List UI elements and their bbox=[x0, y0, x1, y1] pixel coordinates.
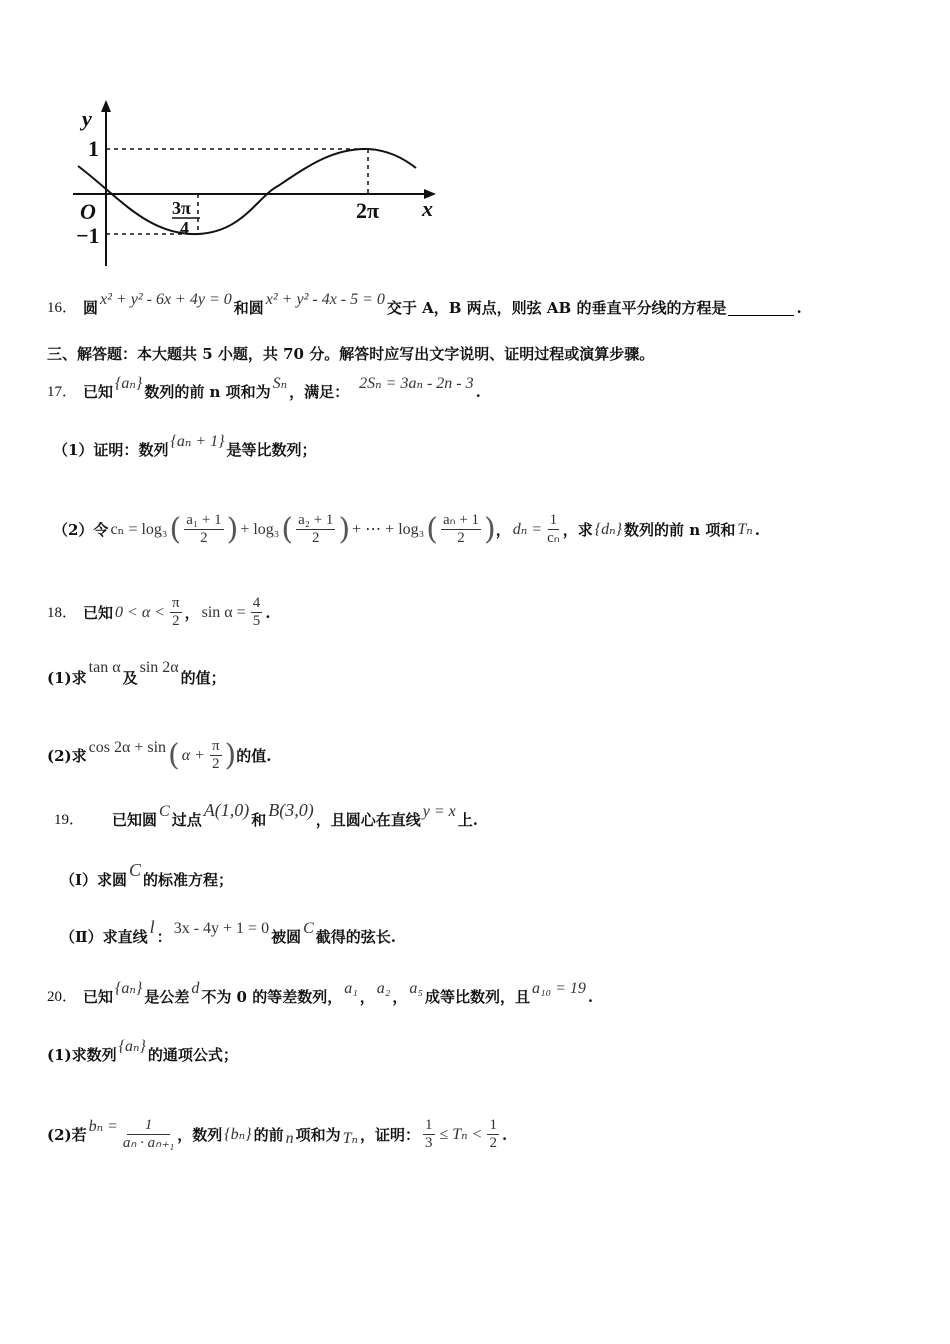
q17-eq: 2Sₙ = 3aₙ - 2n - 3 bbox=[359, 375, 474, 392]
q19-text5: 上. bbox=[457, 811, 478, 829]
x-tick-2pi: 2π bbox=[356, 198, 380, 223]
q20-a5: a₅ bbox=[409, 980, 423, 997]
q18-p1-e1: tan α bbox=[88, 659, 121, 676]
q18-p2-label: (2)求 bbox=[47, 746, 87, 765]
q19-p2-label: （Ⅱ）求直线 bbox=[60, 928, 148, 946]
q19-p2-text2: 截得的弦长. bbox=[315, 928, 396, 946]
frac4-den: cₙ bbox=[547, 530, 560, 546]
frac1-den: 2 bbox=[200, 530, 208, 546]
q18-p2-text: 的值. bbox=[236, 746, 272, 765]
q18-p1-text2: 的值； bbox=[180, 669, 226, 687]
q16-text3: 交于 A，B 两点，则弦 AB 的垂直平分线的方程是 bbox=[386, 299, 727, 317]
q20-text2: 是公差 bbox=[144, 988, 190, 1006]
q19-text4: ，且圆心在直线 bbox=[315, 811, 421, 829]
q17-p2-label: （2）令 bbox=[53, 520, 109, 539]
q16-number: 16． bbox=[47, 300, 78, 316]
sine-graph bbox=[68, 96, 448, 271]
x-tick-3pi-den: 4 bbox=[180, 218, 189, 238]
q20-c2: ， bbox=[392, 988, 408, 1006]
question-20 bbox=[47, 980, 594, 1007]
q18-p1-label: (1)求 bbox=[47, 669, 87, 687]
q19-p2-eq: 3x - 4y + 1 = 0 bbox=[173, 920, 270, 937]
section-3-title: 三、解答题：本大题共 5 小题，共 70 分。解答时应写出文字说明、证明过程或演算步骤。 bbox=[47, 345, 655, 363]
q17-sn: Sₙ bbox=[272, 375, 288, 392]
q17-p2-seq: {dₙ} bbox=[594, 520, 622, 538]
q17-p1-text: 是等比数列； bbox=[226, 441, 317, 459]
q17-text4: . bbox=[475, 383, 481, 401]
q19-number: 19． bbox=[54, 812, 85, 828]
q17-part2 bbox=[53, 512, 760, 547]
q17-p2-frac3 bbox=[441, 512, 481, 547]
frac2-den: 2 bbox=[312, 530, 320, 546]
q17-seq: {aₙ} bbox=[115, 375, 143, 392]
q20-text4: 成等比数列，且 bbox=[424, 988, 530, 1006]
q20-p2-text1: ，数列 bbox=[177, 1125, 223, 1144]
q18-text2: ， bbox=[184, 603, 200, 622]
q20-p2-text3: 项和为 bbox=[295, 1125, 341, 1144]
paren-open: ( bbox=[168, 737, 180, 773]
q16-text4: . bbox=[796, 299, 802, 317]
q17-part1 bbox=[53, 433, 317, 460]
frac-den: 2 bbox=[172, 613, 180, 629]
q18-p2-frac bbox=[210, 738, 222, 773]
q20-part1 bbox=[47, 1038, 238, 1065]
q20-a1: a₁ bbox=[344, 980, 358, 997]
q20-p2-end: . bbox=[501, 1125, 508, 1144]
q18-text1: 已知 bbox=[83, 603, 114, 622]
q17-text1: 已知 bbox=[83, 383, 114, 401]
q19-part2 bbox=[60, 917, 396, 947]
q17-p2-comma: ， bbox=[495, 520, 511, 539]
q19-p2-l: l bbox=[149, 917, 155, 937]
paren-open: ( bbox=[169, 511, 182, 547]
q19-p2-c: C bbox=[303, 920, 314, 937]
q17-p2-frac4 bbox=[547, 512, 560, 547]
frac-den: 5 bbox=[252, 613, 261, 629]
q17-p2-plus2: + ⋯ + log₃ bbox=[352, 520, 425, 538]
frac3-num: aₙ + 1 bbox=[442, 512, 480, 528]
q20-text1: 已知 bbox=[83, 988, 114, 1006]
q19-c: C bbox=[159, 803, 170, 820]
paren-open: ( bbox=[426, 511, 438, 547]
q20-text5: . bbox=[587, 988, 594, 1006]
q18-cond1: 0 < α < bbox=[115, 603, 166, 621]
q19-p1-text: 的标准方程； bbox=[143, 871, 234, 889]
question-16 bbox=[47, 291, 802, 318]
frac1-num: a₁ + 1 bbox=[186, 512, 222, 528]
q18-text3: . bbox=[265, 603, 271, 622]
frac3-den: 2 bbox=[457, 530, 465, 546]
question-18 bbox=[47, 595, 270, 630]
q16-answer-blank bbox=[728, 301, 794, 316]
q20-seq: {aₙ} bbox=[115, 980, 143, 997]
q20-p2-frac-12 bbox=[487, 1117, 499, 1152]
q20-a10: a₁₀ = 19 bbox=[531, 980, 586, 997]
paren-open: ( bbox=[281, 511, 294, 547]
y-tick-bottom: −1 bbox=[76, 223, 100, 248]
q17-p2-text2: 数列的前 n 项和 bbox=[624, 520, 736, 539]
q20-p2-frac-13 bbox=[423, 1117, 435, 1152]
q18-p2-expr: cos 2α + sin bbox=[88, 738, 167, 756]
q20-part2 bbox=[47, 1117, 507, 1152]
q19-text1: 已知圆 bbox=[112, 811, 158, 829]
q20-p1-label: (1)求数列 bbox=[47, 1046, 117, 1064]
q18-frac-pi2 bbox=[170, 595, 182, 630]
q17-p2-text3: . bbox=[754, 520, 760, 539]
q18-number: 18． bbox=[47, 604, 78, 621]
q17-p2-frac2 bbox=[296, 512, 335, 547]
frac-den: 3 bbox=[425, 1135, 433, 1151]
q20-p2-bn: bₙ = bbox=[88, 1117, 118, 1135]
q20-p1-text: 的通项公式； bbox=[147, 1046, 238, 1064]
q20-a2: a₂ bbox=[376, 980, 391, 997]
y-tick-top: 1 bbox=[88, 136, 99, 161]
q17-p2-tn: Tₙ bbox=[737, 520, 753, 538]
q18-p1-e2: sin 2α bbox=[139, 659, 179, 676]
q17-p2-text1: ，求 bbox=[562, 520, 593, 539]
x-label: x bbox=[422, 196, 433, 221]
paren-close: ) bbox=[224, 737, 237, 773]
q19-point-a: A(1,0) bbox=[203, 800, 250, 820]
q18-part2 bbox=[47, 738, 272, 773]
q18-p2-inner: α + bbox=[181, 746, 205, 764]
paren-close: ) bbox=[226, 511, 239, 547]
q16-eq1: x² + y² - 6x + 4y = 0 bbox=[100, 291, 232, 308]
frac4-num: 1 bbox=[549, 512, 558, 528]
q17-p1-label: （1）证明：数列 bbox=[53, 441, 169, 459]
q20-p2-text2: 的前 bbox=[253, 1125, 284, 1144]
q20-p2-tn: Tₙ bbox=[342, 1129, 358, 1147]
question-19 bbox=[54, 800, 478, 830]
q18-cond2: sin α = bbox=[201, 603, 246, 621]
frac-den: aₙ · aₙ₊₁ bbox=[122, 1135, 175, 1151]
q17-p2-cn: cₙ = log₃ bbox=[110, 520, 168, 538]
q20-p2-frac bbox=[123, 1117, 174, 1152]
q20-text3: 不为 0 的等差数列， bbox=[201, 988, 343, 1006]
question-17 bbox=[47, 375, 481, 402]
y-label: y bbox=[82, 106, 92, 131]
q17-text2: 数列的前 n 项和为 bbox=[144, 383, 271, 401]
q19-text2: 过点 bbox=[171, 811, 202, 829]
q19-p1-c: C bbox=[129, 860, 142, 880]
q17-p2-plus1: + log₃ bbox=[240, 520, 280, 538]
q17-number: 17． bbox=[47, 384, 78, 400]
q20-p2-mid: ≤ Tₙ < bbox=[439, 1125, 483, 1143]
frac-den: 2 bbox=[212, 756, 220, 772]
q18-frac-45 bbox=[251, 595, 263, 630]
q16-eq2: x² + y² - 4x - 5 = 0 bbox=[265, 291, 385, 308]
q20-p2-n: n bbox=[285, 1129, 294, 1147]
q20-d: d bbox=[191, 980, 200, 997]
q20-number: 20． bbox=[47, 989, 78, 1005]
origin-label: O bbox=[80, 199, 96, 224]
q19-p2-colon: ： bbox=[156, 928, 172, 946]
q18-part1 bbox=[47, 659, 226, 688]
q20-p2-text4: ，证明： bbox=[359, 1125, 420, 1144]
q19-p2-text1: 被圆 bbox=[271, 928, 302, 946]
q20-p1-seq: {aₙ} bbox=[118, 1038, 146, 1055]
q19-p1-label: （Ⅰ）求圆 bbox=[60, 871, 128, 889]
paren-close: ) bbox=[484, 511, 496, 547]
y-axis-arrow bbox=[101, 100, 111, 112]
paren-close: ) bbox=[338, 511, 351, 547]
q17-p2-dn: dₙ = bbox=[512, 520, 543, 538]
frac2-num: a₂ + 1 bbox=[298, 512, 334, 528]
q19-line: y = x bbox=[422, 803, 456, 820]
frac-num: π bbox=[211, 738, 220, 754]
frac-num: π bbox=[172, 595, 180, 611]
x-tick-3pi-num: 3π bbox=[172, 198, 191, 218]
q19-point-b: B(3,0) bbox=[268, 800, 314, 820]
frac-num: 1 bbox=[425, 1117, 433, 1133]
frac-num: 4 bbox=[252, 595, 261, 611]
q17-text3: ，满足： bbox=[289, 383, 350, 401]
q19-text3: 和 bbox=[251, 811, 267, 829]
frac-num: 1 bbox=[489, 1117, 497, 1133]
q20-c1: ， bbox=[359, 988, 375, 1006]
q17-p2-frac1 bbox=[184, 512, 223, 547]
q16-text1: 圆 bbox=[83, 299, 99, 317]
q20-p2-seq: {bₙ} bbox=[224, 1125, 252, 1143]
q18-p1-text: 及 bbox=[122, 669, 138, 687]
frac-den: 2 bbox=[489, 1135, 497, 1151]
q17-p1-seq: {aₙ + 1} bbox=[170, 433, 225, 450]
frac-num: 1 bbox=[127, 1117, 171, 1135]
q16-text2: 和圆 bbox=[233, 299, 264, 317]
q19-part1 bbox=[60, 860, 234, 890]
q20-p2-label: (2)若 bbox=[47, 1125, 87, 1144]
